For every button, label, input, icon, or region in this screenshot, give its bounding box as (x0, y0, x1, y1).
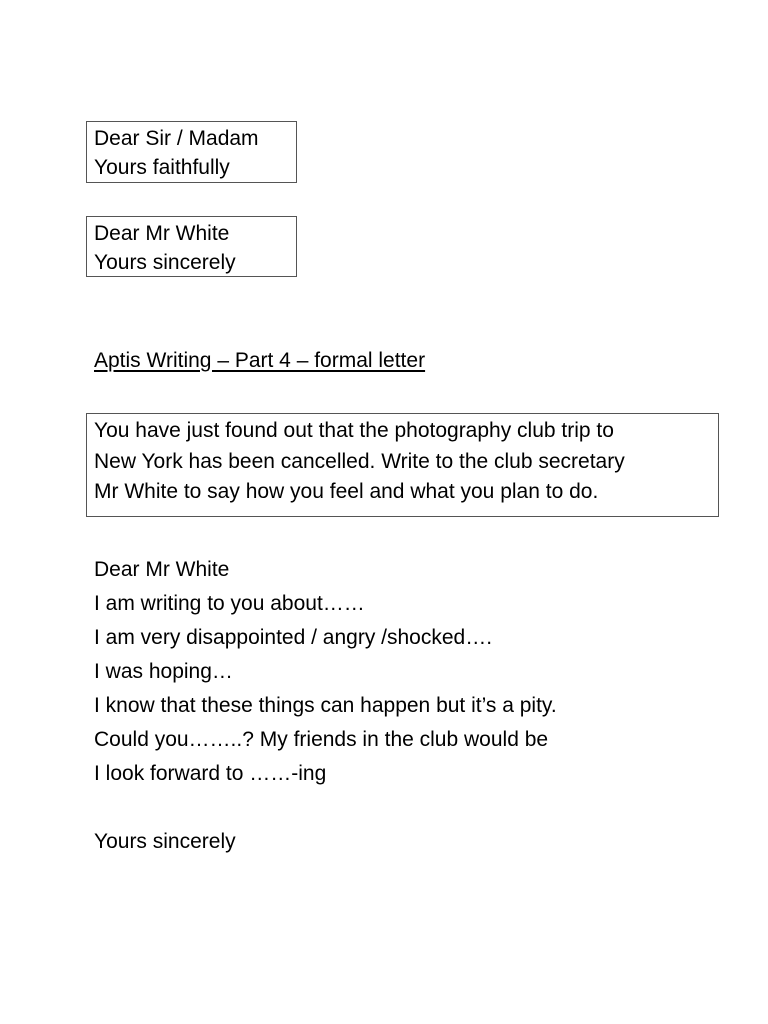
task-prompt-box (86, 413, 719, 517)
task-prompt-line: New York has been cancelled. Write to the club secretary (94, 449, 625, 473)
letter-closing: Yours sincerely (94, 830, 236, 853)
letter-line: I was hoping… (94, 660, 233, 683)
letter-line: I look forward to ……-ing (94, 762, 327, 785)
box-closing: Yours faithfully (94, 156, 230, 179)
letter-line: I am very disappointed / angry /shocked…. (94, 626, 493, 649)
letter-greeting: Dear Mr White (94, 558, 230, 581)
letter-line: I know that these things can happen but it’s a pity. (94, 694, 557, 717)
task-prompt-line: Mr White to say how you feel and what you plan to do. (94, 480, 599, 503)
letter-spacer (94, 791, 557, 825)
formal-salutation-box (86, 121, 297, 183)
box-greeting: Dear Sir / Madam (94, 127, 259, 150)
letter-line: I am writing to you about…… (94, 592, 365, 615)
letter-line: Could you……..? My friends in the club would be (94, 728, 549, 751)
letter-template (94, 553, 557, 859)
box-closing: Yours sincerely (94, 251, 236, 274)
named-salutation-box (86, 216, 297, 277)
page-heading: Aptis Writing – Part 4 – formal letter (94, 349, 426, 372)
task-prompt-line: You have just found out that the photography club trip to (94, 419, 614, 442)
box-greeting: Dear Mr White (94, 222, 230, 245)
